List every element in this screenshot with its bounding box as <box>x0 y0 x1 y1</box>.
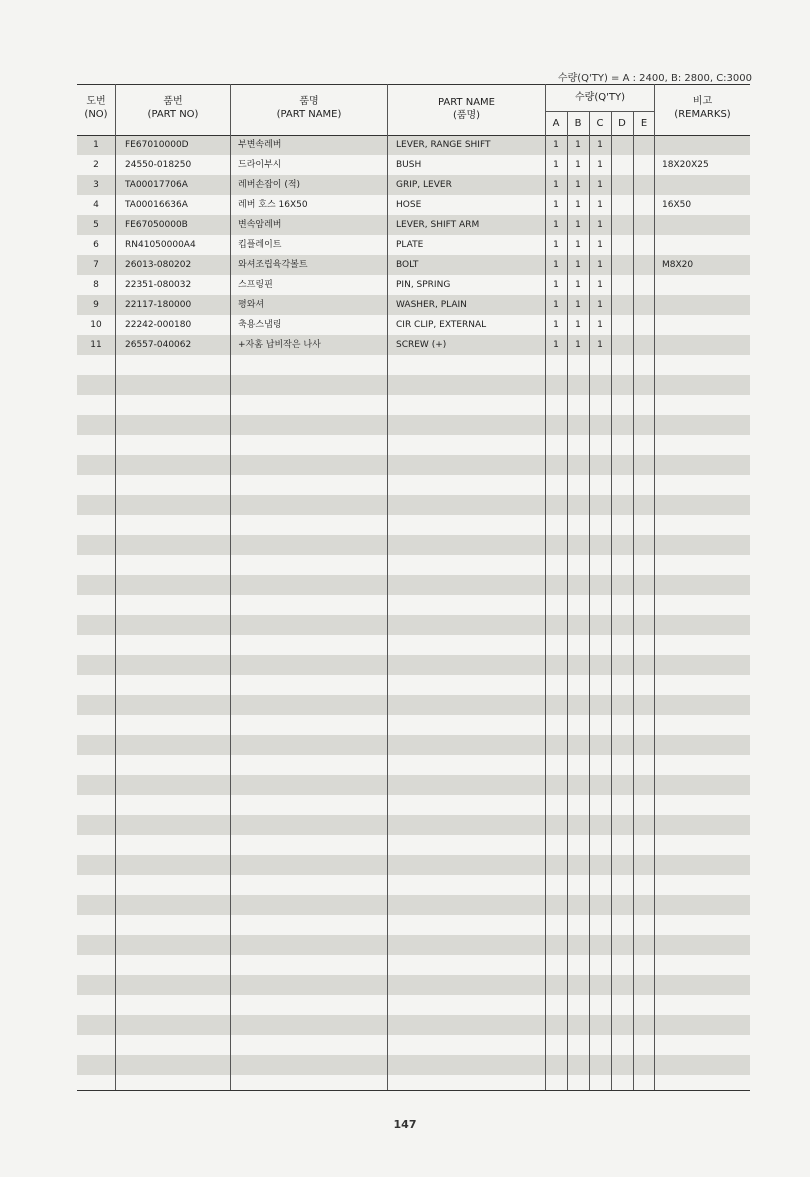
table-rule <box>77 84 750 85</box>
page-number: 147 <box>393 1118 417 1131</box>
cell-part-no: 26013-080202 <box>125 260 192 270</box>
column-rule <box>115 84 116 1090</box>
header-remarks: 비고 (REMARKS) <box>674 96 731 120</box>
cell-a: 1 <box>553 320 559 330</box>
cell-name-kr: 스프링핀 <box>238 280 273 290</box>
row-band <box>77 735 750 755</box>
cell-c: 1 <box>597 140 603 150</box>
cell-a: 1 <box>553 180 559 190</box>
header-part-name-en: PART NAME (품명) <box>437 97 495 121</box>
cell-c: 1 <box>597 200 603 210</box>
cell-name-en: CIR CLIP, EXTERNAL <box>396 320 487 330</box>
cell-b: 1 <box>575 160 581 170</box>
cell-name-en: BUSH <box>396 160 422 170</box>
row-band <box>77 495 750 515</box>
cell-part-no: 22242-000180 <box>125 320 192 330</box>
cell-name-kr: 변속암레버 <box>238 220 282 230</box>
cell-a: 1 <box>553 140 559 150</box>
column-rule <box>230 84 231 1090</box>
cell-a: 1 <box>553 280 559 290</box>
table-rule <box>77 1090 750 1091</box>
cell-no: 6 <box>93 240 99 250</box>
cell-b: 1 <box>575 220 581 230</box>
cell-no: 9 <box>93 300 99 310</box>
row-band <box>77 695 750 715</box>
cell-name-en: SCREW (+) <box>396 340 447 350</box>
row-band <box>77 575 750 595</box>
cell-part-no: FE67050000B <box>125 220 188 230</box>
column-rule <box>633 111 634 1090</box>
cell-a: 1 <box>553 340 559 350</box>
header-qty: 수량(Q'TY) <box>575 92 625 103</box>
cell-name-en: LEVER, RANGE SHIFT <box>396 140 491 150</box>
cell-a: 1 <box>553 220 559 230</box>
cell-part-no: FE67010000D <box>125 140 189 150</box>
cell-remarks: M8X20 <box>662 260 694 270</box>
cell-no: 2 <box>93 160 99 170</box>
cell-name-en: WASHER, PLAIN <box>396 300 467 310</box>
column-rule <box>611 111 612 1090</box>
cell-name-kr: 킵플레이트 <box>238 240 282 250</box>
column-rule <box>654 84 655 1090</box>
cell-b: 1 <box>575 300 581 310</box>
cell-no: 11 <box>90 340 102 350</box>
cell-b: 1 <box>575 280 581 290</box>
cell-c: 1 <box>597 320 603 330</box>
cell-b: 1 <box>575 200 581 210</box>
cell-no: 7 <box>93 260 99 270</box>
cell-name-en: HOSE <box>396 200 422 210</box>
cell-part-no: 22117-180000 <box>125 300 192 310</box>
cell-name-kr: 축용스냅링 <box>238 320 282 330</box>
cell-c: 1 <box>597 280 603 290</box>
cell-name-kr: 레버 호스 16X50 <box>238 200 308 210</box>
cell-b: 1 <box>575 140 581 150</box>
cell-a: 1 <box>553 300 559 310</box>
cell-c: 1 <box>597 160 603 170</box>
cell-no: 5 <box>93 220 99 230</box>
header-qty-col-e: E <box>640 118 648 129</box>
cell-name-en: BOLT <box>396 260 419 270</box>
cell-c: 1 <box>597 300 603 310</box>
row-band <box>77 1055 750 1075</box>
qty-subheader-rule <box>545 111 654 112</box>
column-rule <box>387 84 388 1090</box>
cell-a: 1 <box>553 240 559 250</box>
cell-part-no: TA00017706A <box>125 180 188 190</box>
header-no: 도번 (NO) <box>84 96 108 120</box>
cell-no: 8 <box>93 280 99 290</box>
cell-part-no: 22351-080032 <box>125 280 192 290</box>
cell-no: 10 <box>90 320 102 330</box>
row-band <box>77 775 750 795</box>
cell-name-en: GRIP, LEVER <box>396 180 452 190</box>
cell-b: 1 <box>575 240 581 250</box>
cell-part-no: 24550-018250 <box>125 160 192 170</box>
header-qty-col-b: B <box>574 118 582 129</box>
row-band <box>77 815 750 835</box>
cell-name-kr: 드라이부시 <box>238 160 282 170</box>
cell-name-kr: 레버손잡이 (적) <box>238 180 301 190</box>
quantity-note: 수량(Q'TY) = A : 2400, B: 2800, C:3000 <box>557 73 752 84</box>
cell-name-en: PIN, SPRING <box>396 280 451 290</box>
cell-b: 1 <box>575 260 581 270</box>
cell-no: 1 <box>93 140 99 150</box>
cell-no: 3 <box>93 180 99 190</box>
cell-b: 1 <box>575 320 581 330</box>
cell-a: 1 <box>553 260 559 270</box>
cell-c: 1 <box>597 260 603 270</box>
cell-name-kr: 평와셔 <box>238 300 265 310</box>
row-band <box>77 1015 750 1035</box>
cell-name-kr: 부변속레버 <box>238 140 282 150</box>
header-qty-col-d: D <box>618 118 626 129</box>
cell-b: 1 <box>575 340 581 350</box>
header-qty-col-c: C <box>596 118 604 129</box>
row-band <box>77 895 750 915</box>
cell-part-no: 26557-040062 <box>125 340 192 350</box>
row-band <box>77 375 750 395</box>
cell-part-no: RN41050000A4 <box>125 240 196 250</box>
header-part-no: 품번 (PART NO) <box>147 96 199 120</box>
cell-a: 1 <box>553 160 559 170</box>
cell-part-no: TA00016636A <box>125 200 188 210</box>
cell-b: 1 <box>575 180 581 190</box>
header-qty-col-a: A <box>552 118 560 129</box>
parts-table <box>77 84 750 1090</box>
cell-name-en: PLATE <box>396 240 424 250</box>
cell-name-en: LEVER, SHIFT ARM <box>396 220 480 230</box>
cell-name-kr: +자홈 납비작은 나사 <box>238 340 321 350</box>
row-band <box>77 535 750 555</box>
cell-c: 1 <box>597 220 603 230</box>
cell-c: 1 <box>597 240 603 250</box>
cell-c: 1 <box>597 340 603 350</box>
row-band <box>77 655 750 675</box>
cell-no: 4 <box>93 200 99 210</box>
row-band <box>77 415 750 435</box>
header-part-name-kr: 품명 (PART NAME) <box>276 96 342 120</box>
cell-remarks: 18X20X25 <box>662 160 709 170</box>
row-band <box>77 615 750 635</box>
row-band <box>77 975 750 995</box>
row-band <box>77 455 750 475</box>
cell-remarks: 16X50 <box>662 200 692 210</box>
cell-c: 1 <box>597 180 603 190</box>
cell-a: 1 <box>553 200 559 210</box>
cell-name-kr: 와셔조립육각볼트 <box>238 260 308 270</box>
row-band <box>77 935 750 955</box>
row-band <box>77 855 750 875</box>
